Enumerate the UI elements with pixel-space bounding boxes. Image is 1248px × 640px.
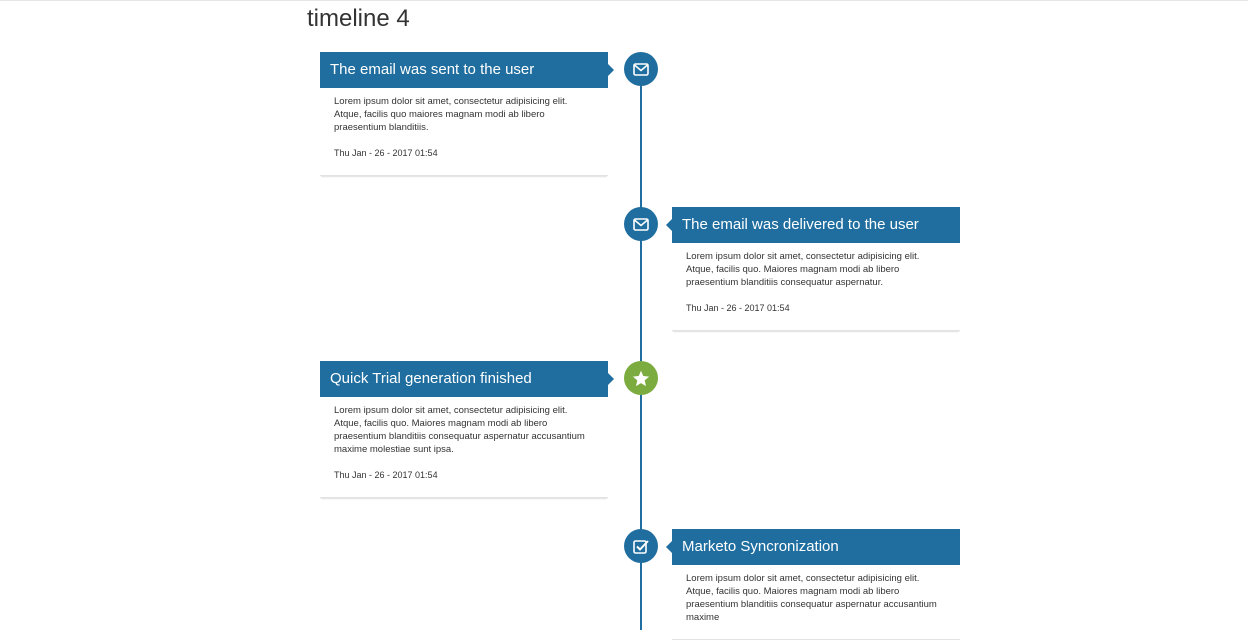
page-title: timeline 4 bbox=[307, 5, 410, 32]
card-body-text: Lorem ipsum dolor sit amet, consectetur adipisicing elit. Atque, facilis quo. Maiores magnam modi ab libero praesentium blanditiis consequatur aspernatur accusantium maxime molestiae sunt ipsa. bbox=[334, 405, 585, 455]
card-title: Quick Trial generation finished bbox=[320, 361, 608, 397]
card-title: The email was sent to the user bbox=[320, 52, 608, 88]
timeline-node-2 bbox=[624, 207, 658, 241]
card-date: Thu Jan - 26 - 2017 01:54 bbox=[334, 148, 438, 158]
card-date: Thu Jan - 26 - 2017 01:54 bbox=[334, 470, 438, 480]
card-body-text: Lorem ipsum dolor sit amet, consectetur adipisicing elit. Atque, facilis quo. Maiores magnam modi ab libero praesentium blanditiis consequatur aspernatur accusantium maxime bbox=[686, 573, 937, 623]
star-icon bbox=[632, 370, 650, 387]
card-title: Marketo Syncronization bbox=[672, 529, 960, 565]
timeline-node-4 bbox=[624, 529, 658, 563]
card-date: Thu Jan - 26 - 2017 01:54 bbox=[686, 303, 790, 313]
timeline-node-1 bbox=[624, 52, 658, 86]
card-title: The email was delivered to the user bbox=[672, 207, 960, 243]
envelope-icon bbox=[633, 218, 649, 231]
envelope-icon bbox=[633, 63, 649, 76]
card-body-text: Lorem ipsum dolor sit amet, consectetur adipisicing elit. Atque, facilis quo maiores magnam modi ab libero praesentium blanditiis. bbox=[334, 96, 568, 133]
timeline-card-2 bbox=[672, 207, 960, 331]
timeline-card-4 bbox=[672, 529, 960, 640]
timeline-card-3 bbox=[320, 361, 608, 498]
timeline-card-1 bbox=[320, 52, 608, 176]
card-body-text: Lorem ipsum dolor sit amet, consectetur adipisicing elit. Atque, facilis quo. Maiores magnam modi ab libero praesentium blanditiis consequatur aspernatur. bbox=[686, 251, 920, 288]
timeline-node-3 bbox=[624, 361, 658, 395]
top-border bbox=[0, 0, 1248, 1]
checkbox-icon bbox=[633, 539, 649, 554]
